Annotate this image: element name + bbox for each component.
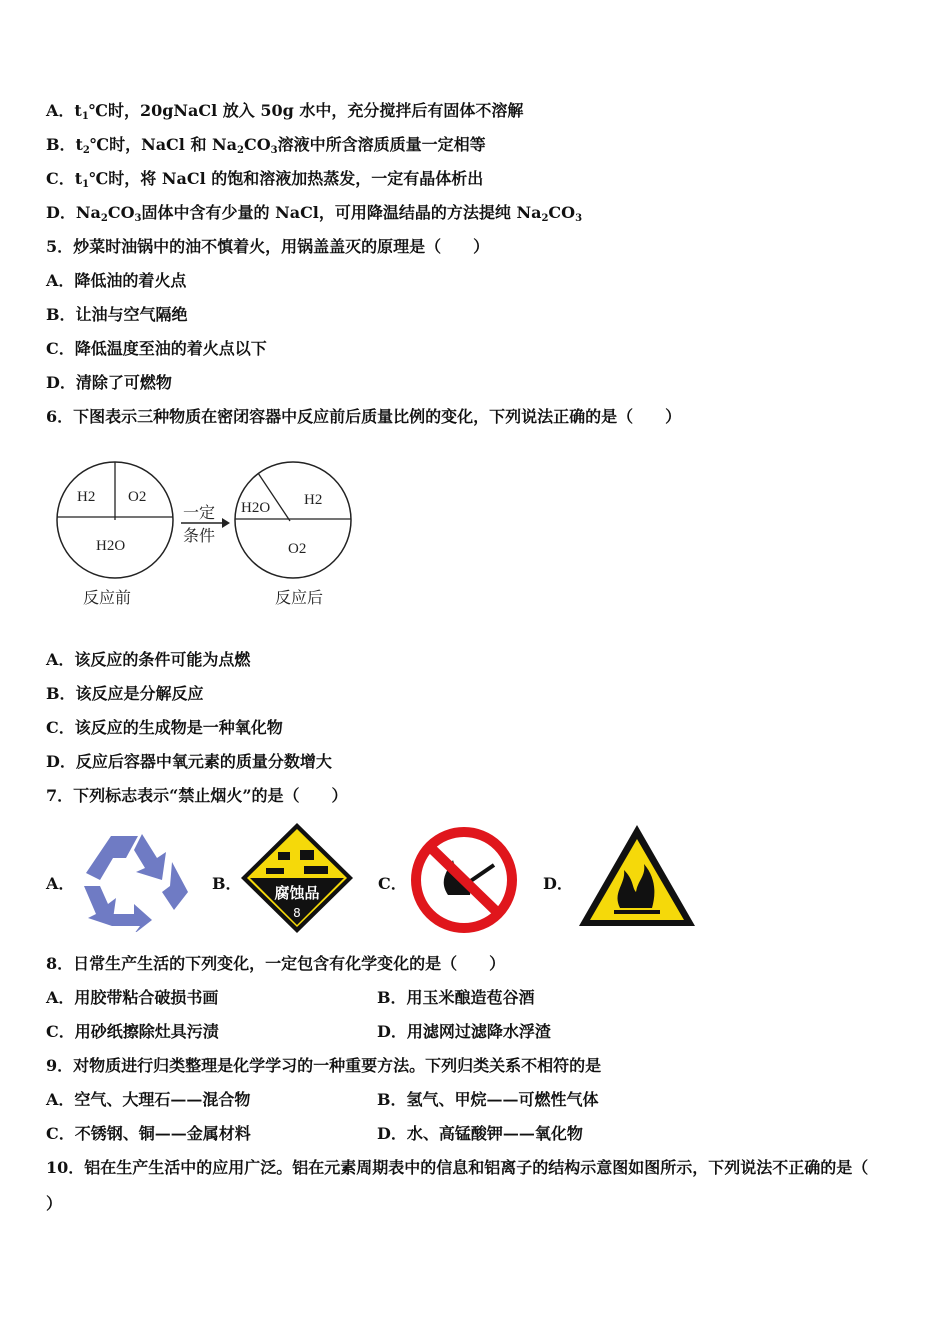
q9-option-a: A．空气、大理石——混合物 bbox=[46, 1090, 251, 1109]
corrosive-sign-icon bbox=[238, 820, 356, 936]
q8-option-c: C．用砂纸擦除灶具污渍 bbox=[46, 1022, 219, 1041]
q8-option-b: B．用玉米酿造苞谷酒 bbox=[377, 988, 535, 1007]
after-label-h2o: H2O bbox=[241, 500, 271, 516]
q7-option-c-label: C． bbox=[378, 874, 407, 893]
q4-option-a: A．$t_1℃$时，20gNaCl 放入 50g 水中，充分搅拌后有固体不溶解 bbox=[46, 101, 524, 122]
q9-stem: 9．对物质进行归类整理是化学学习的一种重要方法。下列归类关系不相符的是 bbox=[46, 1056, 602, 1075]
corrosive-label: 腐蚀品 bbox=[274, 884, 320, 902]
q5-option-a: A．降低油的着火点 bbox=[46, 271, 187, 290]
q6-option-a: A．该反应的条件可能为点燃 bbox=[46, 650, 251, 669]
q4-option-b: B．$t_2℃$时，NaCl 和 $Na_2CO_3$溶液中所含溶质质量一定相等 bbox=[46, 135, 486, 156]
q8-option-a: A．用胶带粘合破损书画 bbox=[46, 988, 219, 1007]
q6-option-b: B．该反应是分解反应 bbox=[46, 684, 204, 703]
q5-option-d: D．清除了可燃物 bbox=[46, 373, 172, 392]
arrow-condition-bottom: 条件 bbox=[183, 526, 216, 545]
flammable-warning-icon bbox=[576, 822, 698, 930]
q4-option-d: D．$Na_2CO_3$固体中含有少量的 NaCl，可用降温结晶的方法提纯 $Na_2CO_3$ bbox=[46, 203, 583, 224]
caption-before: 反应前 bbox=[83, 588, 132, 607]
q10-stem: 10．铝在生产生活中的应用广泛。铝在元素周期表中的信息和铝离子的结构示意图如图所示，下列说法不正确的是（ bbox=[46, 1158, 869, 1177]
q5-option-b: B．让油与空气隔绝 bbox=[46, 305, 188, 324]
q9-option-b: B．氢气、甲烷——可燃性气体 bbox=[377, 1090, 599, 1109]
before-label-h2: H2 bbox=[77, 489, 96, 505]
q7-stem: 7．下列标志表示“禁止烟火”的是（ ） bbox=[46, 786, 348, 805]
arrow-condition-top: 一定 bbox=[183, 503, 216, 522]
q9-option-c: C．不锈钢、铜——金属材料 bbox=[46, 1124, 251, 1143]
reaction-pie-diagram bbox=[50, 455, 370, 615]
after-label-o2: O2 bbox=[288, 541, 307, 557]
q5-stem: 5．炒菜时油锅中的油不慎着火，用锅盖盖灭的原理是（ ） bbox=[46, 237, 490, 256]
q9-option-d: D．水、高锰酸钾——氧化物 bbox=[377, 1124, 583, 1143]
q6-option-d: D．反应后容器中氧元素的质量分数增大 bbox=[46, 752, 332, 771]
q7-option-b-label: B． bbox=[212, 874, 242, 893]
q8-option-d: D．用滤网过滤降水浮渣 bbox=[377, 1022, 551, 1041]
q10-stem-end: ） bbox=[46, 1194, 63, 1213]
before-label-h2o: H2O bbox=[96, 538, 126, 554]
q7-option-a-label: A． bbox=[46, 874, 75, 893]
q4-option-c: C．$t_1℃$时，将 NaCl 的饱和溶液加热蒸发，一定有晶体析出 bbox=[46, 169, 484, 190]
before-label-o2: O2 bbox=[128, 489, 147, 505]
after-label-h2: H2 bbox=[304, 492, 323, 508]
caption-after: 反应后 bbox=[275, 588, 324, 607]
q8-stem: 8．日常生产生活的下列变化，一定包含有化学变化的是（ ） bbox=[46, 954, 506, 973]
recycle-icon bbox=[78, 828, 194, 932]
q6-option-c: C．该反应的生成物是一种氧化物 bbox=[46, 718, 283, 737]
q6-stem: 6．下图表示三种物质在密闭容器中反应前后质量比例的变化，下列说法正确的是（ ） bbox=[46, 407, 682, 426]
no-open-flame-icon bbox=[408, 825, 520, 935]
corrosive-class: 8 bbox=[293, 906, 301, 920]
q7-option-d-label: D． bbox=[543, 874, 573, 893]
q5-option-c: C．降低温度至油的着火点以下 bbox=[46, 339, 267, 358]
